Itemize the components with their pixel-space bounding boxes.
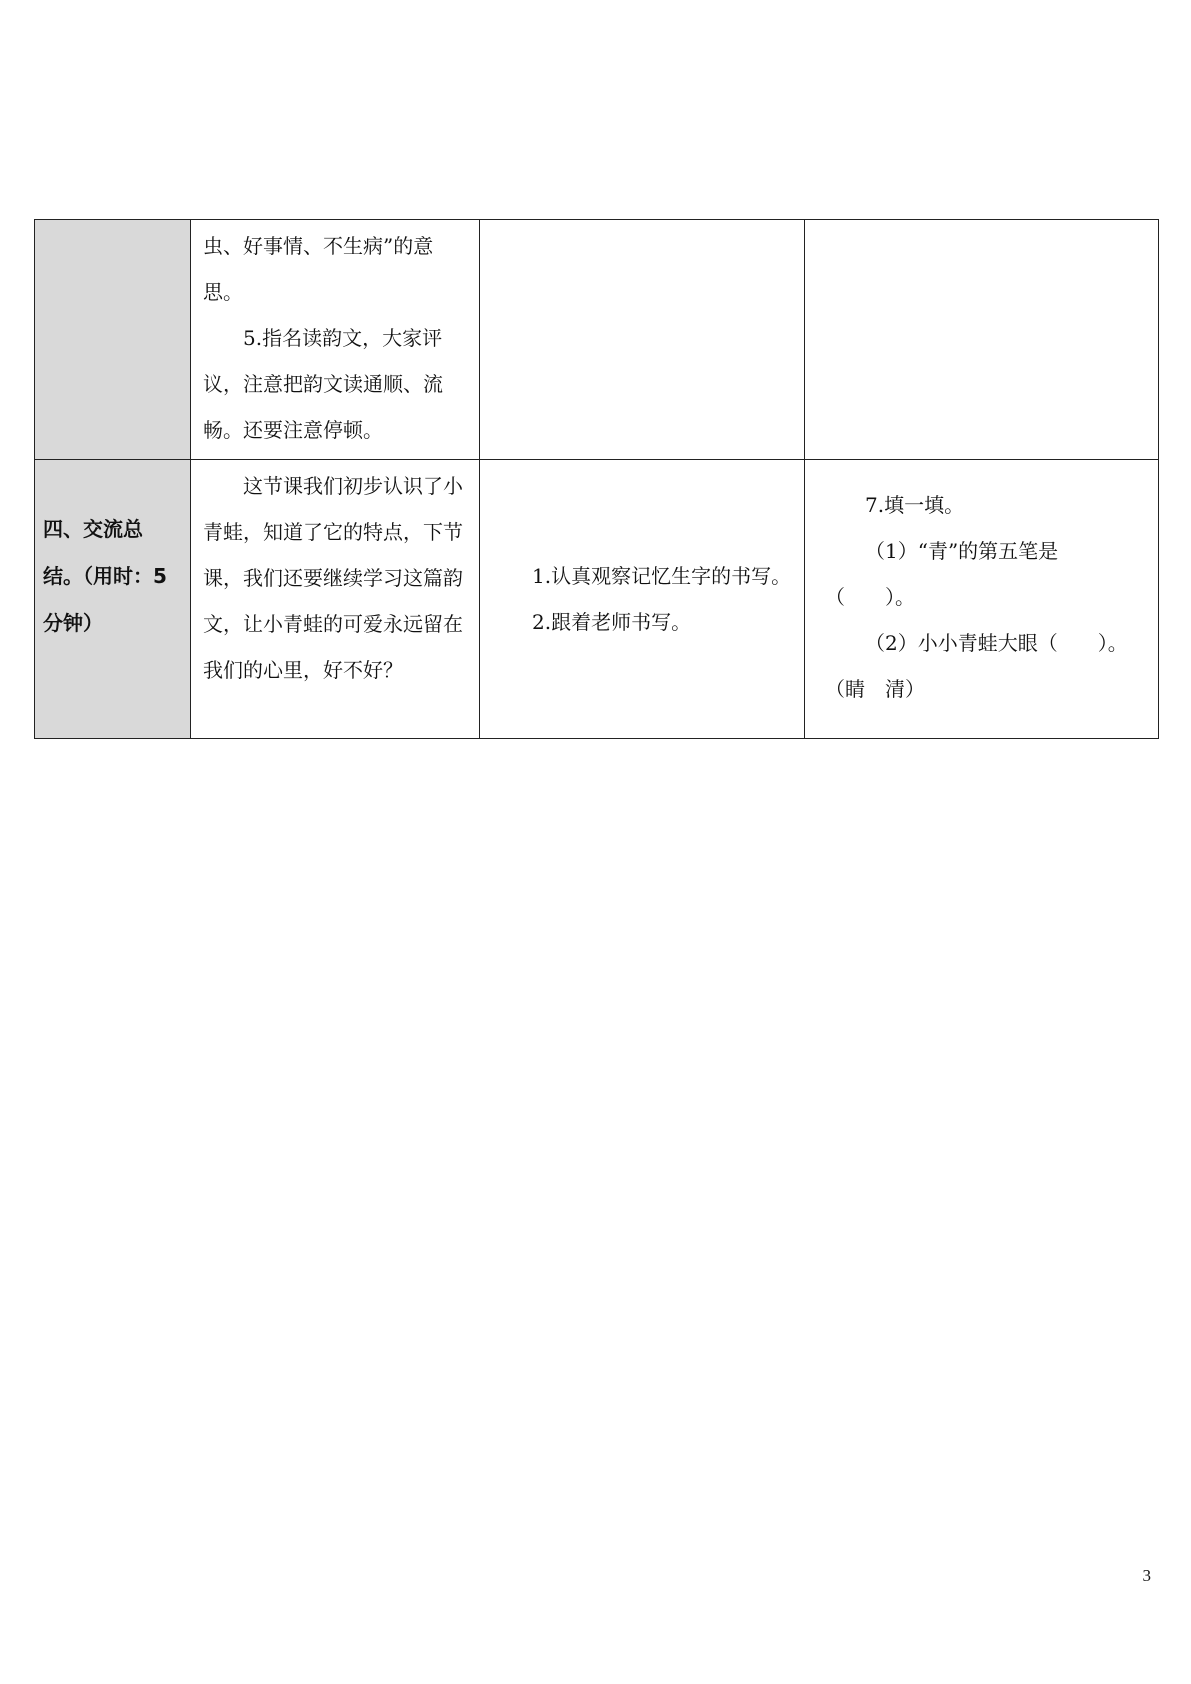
student-activity-text [480, 220, 804, 229]
teacher-text-continued: 虫、好事情、不生病”的意思。 [203, 234, 434, 304]
homework-cell [805, 220, 1159, 460]
homework-text [805, 220, 1158, 229]
homework-cell [805, 460, 1159, 739]
teacher-summary-text: 这节课我们初步认识了小青蛙，知道了它的特点，下节课，我们还要继续学习这篇韵文，让小青蛙的可爱永远留在我们的心里，好不好？ [203, 474, 463, 682]
page-number: 3 [1142, 1566, 1151, 1585]
table-row [35, 220, 1159, 460]
stage-cell [35, 460, 191, 739]
lesson-plan-table [34, 219, 1159, 739]
teacher-activity-cell [191, 460, 480, 739]
stage-label [35, 220, 190, 266]
student-item-1: 1.认真观察记忆生字的书写。 [532, 564, 792, 588]
student-item-2: 2.跟着老师书写。 [532, 610, 692, 634]
teacher-activity-cell [191, 220, 480, 460]
stage-cell-empty [35, 220, 191, 460]
homework-question-1: （1）“青”的第五笔是（ ）。 [825, 539, 1059, 609]
student-activity-cell [480, 460, 805, 739]
teacher-item-5: 5.指名读韵文，大家评议，注意把韵文读通顺、流畅。还要注意停顿。 [203, 326, 443, 442]
homework-question-2: （2）小小青蛙大眼（ ）。（睛 清） [825, 631, 1128, 701]
homework-heading: 7.填一填。 [865, 493, 965, 517]
student-activity-cell [480, 220, 805, 460]
stage-label: 四、交流总结。（用时：5分钟） [43, 517, 167, 635]
table-row [35, 460, 1159, 739]
